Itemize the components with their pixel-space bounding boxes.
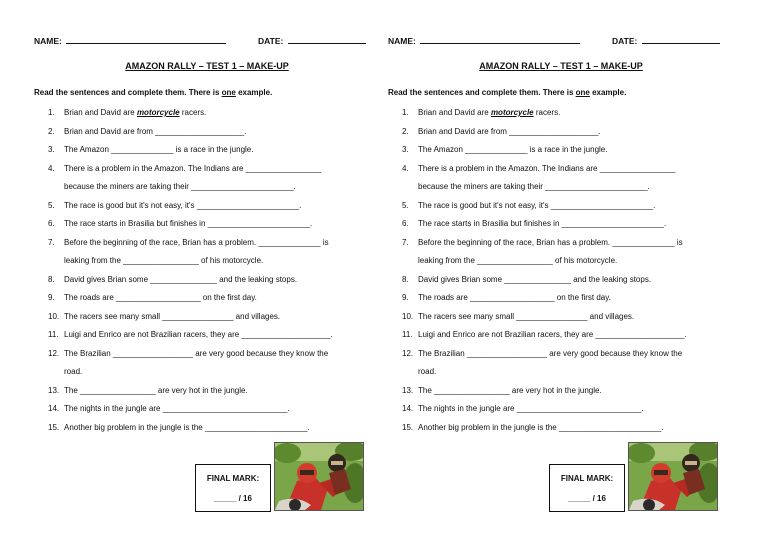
- question-text[interactable]: [64, 326, 333, 345]
- question-continuation: [402, 363, 687, 382]
- question-text-part: The racers see many small ________________ and villages.: [64, 311, 281, 321]
- question-item: [48, 271, 333, 290]
- question-number: 2.: [402, 126, 409, 136]
- question-text-part: The Brazilian __________________ are very good because they know the: [64, 348, 329, 358]
- question-text[interactable]: [418, 271, 651, 290]
- motorcycle-racer-illustration: [275, 443, 363, 510]
- example-answer: motorcycle: [136, 108, 180, 117]
- instructions-underlined: one: [575, 88, 590, 97]
- worksheet-right: [354, 0, 738, 544]
- question-text[interactable]: [418, 197, 655, 216]
- question-text-part: The racers see many small ________________ and villages.: [418, 311, 635, 321]
- name-blank[interactable]: [66, 35, 226, 44]
- question-item: [48, 141, 333, 160]
- question-text[interactable]: road.: [418, 367, 437, 376]
- question-text-part: Brian and David are from ____________________.: [64, 126, 247, 136]
- question-text[interactable]: [64, 400, 290, 419]
- question-text[interactable]: [418, 141, 607, 160]
- question-text[interactable]: [418, 382, 602, 401]
- question-item: [402, 197, 687, 216]
- question-item: [48, 326, 333, 345]
- question-text[interactable]: [64, 104, 206, 123]
- question-number: 5.: [402, 200, 409, 210]
- question-item: [48, 104, 333, 123]
- question-continuation: [48, 252, 333, 271]
- question-text-part: There is a problem in the Amazon. The Indians are _________________: [64, 163, 322, 173]
- score-field[interactable]: _____ / 16: [214, 494, 252, 503]
- instructions-text-1: Read the sentences and complete them. There is: [34, 88, 222, 97]
- question-number: 12.: [402, 348, 414, 358]
- motorcycle-racer-illustration: [629, 443, 717, 510]
- question-item: [402, 400, 687, 419]
- question-item: [48, 345, 333, 364]
- question-text[interactable]: [64, 234, 329, 253]
- question-number: 7.: [402, 237, 409, 247]
- question-text-part: The race is good but it's not easy, it's _______________________.: [64, 200, 302, 210]
- question-text-part: Before the beginning of the race, Brian has a problem. ______________ is: [418, 237, 683, 247]
- question-item: [48, 400, 333, 419]
- question-text-part: David gives Brian some _______________ and the leaking stops.: [418, 274, 652, 284]
- question-item: [402, 289, 687, 308]
- question-number: 15.: [402, 422, 414, 432]
- question-item: [48, 215, 333, 234]
- question-number: 8.: [402, 274, 409, 284]
- question-text[interactable]: [418, 215, 666, 234]
- question-text-part: The _________________ are very hot in the jungle.: [64, 385, 248, 395]
- question-item: [402, 382, 687, 401]
- question-item: [402, 326, 687, 345]
- question-item: [402, 345, 687, 364]
- question-text-part: Luigi and Enrico are not Brazilian racers, they are ____________________.: [418, 330, 687, 339]
- question-item: [48, 308, 333, 327]
- question-continuation: [402, 178, 687, 197]
- question-text[interactable]: [64, 197, 301, 216]
- question-number: 12.: [48, 348, 60, 358]
- question-text[interactable]: [64, 215, 312, 234]
- question-continuation: [48, 363, 333, 382]
- question-text-part: Brian and David are from ____________________.: [418, 126, 601, 136]
- question-item: [48, 123, 333, 142]
- question-text-part: Brian and David are: [418, 108, 491, 117]
- name-field[interactable]: [388, 35, 580, 46]
- question-item: [48, 234, 333, 253]
- question-number: 3.: [402, 145, 409, 154]
- question-item: [48, 382, 333, 401]
- question-text[interactable]: [64, 160, 321, 179]
- question-text-part: The race starts in Brasilia but finishes in _______________________.: [418, 219, 667, 228]
- motorcycle-racer-image: [274, 442, 364, 511]
- instructions: [34, 88, 272, 97]
- question-number: 15.: [48, 422, 60, 432]
- question-text[interactable]: because the miners are taking their _______________________.: [64, 182, 296, 191]
- question-item: [402, 271, 687, 290]
- question-number: 10.: [402, 311, 414, 321]
- question-number: 13.: [48, 385, 60, 395]
- question-text[interactable]: [418, 123, 600, 142]
- question-number: 14.: [402, 404, 414, 413]
- question-text-part: Brian and David are: [64, 108, 137, 117]
- question-number: 4.: [402, 163, 409, 173]
- instructions: [388, 88, 626, 97]
- question-item: [48, 197, 333, 216]
- question-text-part: The race is good but it's not easy, it's _______________________.: [418, 200, 656, 210]
- question-text[interactable]: [418, 160, 675, 179]
- question-text[interactable]: [64, 345, 328, 364]
- test-title: AMAZON RALLY – TEST 1 – MAKE-UP: [479, 61, 643, 71]
- date-field[interactable]: [612, 35, 720, 46]
- question-text-part: The race starts in Brasilia but finishes in _______________________.: [64, 219, 313, 228]
- instructions-underlined: one: [221, 88, 236, 97]
- question-text-part: racers.: [533, 108, 561, 117]
- test-title: AMAZON RALLY – TEST 1 – MAKE-UP: [125, 61, 289, 71]
- date-field[interactable]: [258, 35, 366, 46]
- question-text[interactable]: road.: [64, 367, 83, 376]
- question-number: 13.: [402, 385, 414, 395]
- question-number: 4.: [48, 163, 55, 173]
- date-label: DATE:: [612, 36, 640, 46]
- question-item: [402, 308, 687, 327]
- question-text-part: The Amazon ______________ is a race in the jungle.: [64, 145, 254, 154]
- question-number: 11.: [48, 330, 59, 339]
- question-text-part: The _________________ are very hot in the jungle.: [418, 385, 602, 395]
- question-number: 7.: [48, 237, 55, 247]
- question-text[interactable]: [418, 419, 664, 438]
- name-field[interactable]: [34, 35, 226, 46]
- question-item: [402, 215, 687, 234]
- question-item: [402, 123, 687, 142]
- final-mark-box: [195, 464, 271, 512]
- question-number: 5.: [48, 200, 55, 210]
- question-number: 10.: [48, 311, 60, 321]
- question-text-part: The nights in the jungle are ____________________________.: [418, 404, 644, 413]
- motorcycle-racer-image: [628, 442, 718, 511]
- question-text[interactable]: [418, 308, 634, 327]
- question-text-part: David gives Brian some _______________ and the leaking stops.: [64, 274, 298, 284]
- instructions-text-2: example.: [235, 88, 273, 97]
- question-number: 9.: [402, 293, 409, 302]
- question-continuation: [402, 252, 687, 271]
- name-label: NAME:: [34, 36, 65, 46]
- question-text[interactable]: leaking from the _________________ of his motorcycle.: [64, 256, 264, 265]
- question-text[interactable]: [64, 123, 246, 142]
- question-list: [402, 104, 687, 437]
- instructions-text-2: example.: [589, 88, 627, 97]
- question-item: [48, 289, 333, 308]
- question-number: 6.: [48, 219, 55, 228]
- final-mark-label: FINAL MARK:: [206, 474, 260, 483]
- question-text[interactable]: [64, 271, 297, 290]
- question-number: 8.: [48, 274, 55, 284]
- question-text-part: The Amazon ______________ is a race in the jungle.: [418, 145, 608, 154]
- question-text[interactable]: [64, 141, 253, 160]
- question-text-part: The nights in the jungle are ____________________________.: [64, 404, 290, 413]
- question-item: [48, 419, 333, 438]
- question-text[interactable]: [418, 345, 682, 364]
- question-item: [48, 160, 333, 179]
- question-item: [402, 419, 687, 438]
- question-text-part: racers.: [179, 108, 207, 117]
- question-text[interactable]: [418, 104, 560, 123]
- final-mark-box: [549, 464, 625, 512]
- question-item: [402, 234, 687, 253]
- date-label: DATE:: [258, 36, 286, 46]
- question-text-part: The roads are ___________________ on the first day.: [418, 293, 611, 302]
- question-text[interactable]: [418, 289, 611, 308]
- question-item: [402, 160, 687, 179]
- question-text[interactable]: [64, 289, 257, 308]
- example-answer: motorcycle: [490, 108, 534, 117]
- question-continuation: [48, 178, 333, 197]
- question-number: 6.: [402, 219, 409, 228]
- final-mark-label: FINAL MARK:: [560, 474, 614, 483]
- question-text[interactable]: [64, 382, 248, 401]
- question-text-part: Luigi and Enrico are not Brazilian racers, they are ____________________.: [64, 330, 333, 339]
- question-item: [402, 141, 687, 160]
- question-text[interactable]: [418, 326, 687, 345]
- question-text-part: Before the beginning of the race, Brian has a problem. ______________ is: [64, 237, 329, 247]
- date-blank[interactable]: [642, 35, 720, 44]
- question-text[interactable]: leaking from the _________________ of his motorcycle.: [418, 256, 618, 265]
- question-text-part: Another big problem in the jungle is the _______________________.: [64, 422, 310, 432]
- question-number: 14.: [48, 404, 60, 413]
- question-item: [402, 104, 687, 123]
- question-text-part: The roads are ___________________ on the first day.: [64, 293, 257, 302]
- question-number: 3.: [48, 145, 55, 154]
- question-text[interactable]: [64, 308, 280, 327]
- question-text[interactable]: [418, 234, 683, 253]
- question-text[interactable]: because the miners are taking their _______________________.: [418, 182, 650, 191]
- question-text-part: The Brazilian __________________ are very good because they know the: [418, 348, 683, 358]
- question-number: 11.: [402, 330, 413, 339]
- name-blank[interactable]: [420, 35, 580, 44]
- question-text[interactable]: [64, 419, 310, 438]
- instructions-text-1: Read the sentences and complete them. There is: [388, 88, 576, 97]
- question-list: [48, 104, 333, 437]
- question-number: 1.: [48, 108, 55, 117]
- score-field[interactable]: _____ / 16: [568, 494, 606, 503]
- question-text[interactable]: [418, 400, 644, 419]
- question-number: 1.: [402, 108, 409, 117]
- question-number: 9.: [48, 293, 55, 302]
- question-number: 2.: [48, 126, 55, 136]
- question-text-part: Another big problem in the jungle is the _______________________.: [418, 422, 664, 432]
- question-text-part: There is a problem in the Amazon. The Indians are _________________: [418, 163, 676, 173]
- name-label: NAME:: [388, 36, 419, 46]
